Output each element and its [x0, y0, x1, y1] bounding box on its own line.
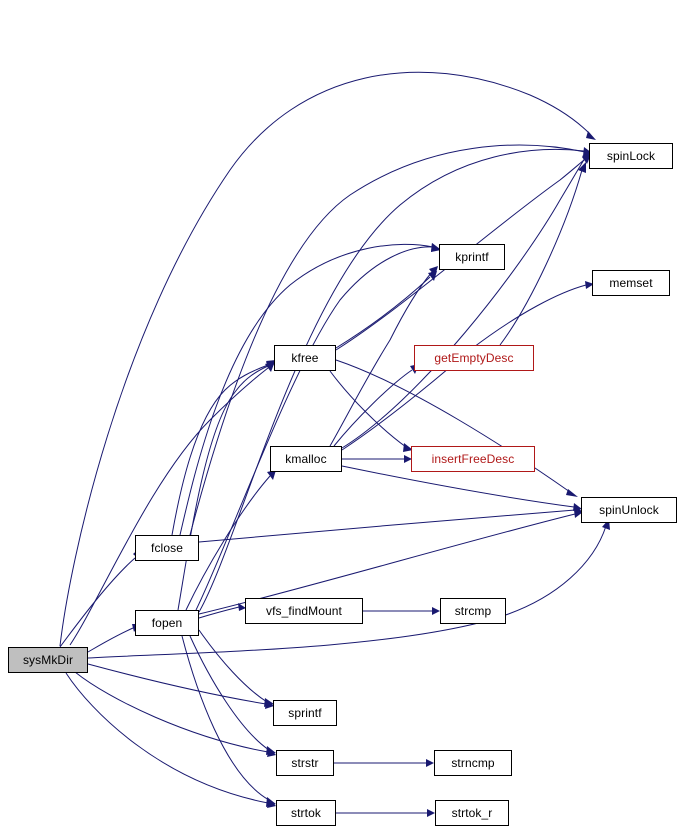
- node-label: sysMkDir: [22, 653, 74, 667]
- node-memset[interactable]: [592, 270, 670, 296]
- node-sprintf[interactable]: [273, 700, 337, 726]
- node-strcmp[interactable]: [440, 598, 506, 624]
- node-label: strcmp: [454, 604, 492, 618]
- node-strtok[interactable]: [276, 800, 336, 826]
- node-getemptydesc[interactable]: [414, 345, 534, 371]
- node-label: fclose: [151, 541, 183, 555]
- node-label: insertFreeDesc: [431, 452, 515, 466]
- node-label: getEmptyDesc: [434, 351, 514, 365]
- node-label: strstr: [291, 756, 319, 770]
- node-label: memset: [609, 276, 653, 290]
- node-label: strncmp: [451, 756, 495, 770]
- node-strstr[interactable]: [276, 750, 334, 776]
- node-label: kmalloc: [285, 452, 327, 466]
- node-label: strtok_r: [451, 806, 493, 820]
- node-fclose[interactable]: [135, 535, 199, 561]
- node-kprintf[interactable]: [439, 244, 505, 270]
- node-kmalloc[interactable]: [270, 446, 342, 472]
- node-label: sprintf: [288, 706, 322, 720]
- node-fopen[interactable]: [135, 610, 199, 636]
- node-label: strtok: [291, 806, 321, 820]
- node-vfs-findmount[interactable]: [245, 598, 363, 624]
- node-strtok-r[interactable]: [435, 800, 509, 826]
- node-label: kprintf: [455, 250, 489, 264]
- node-label: vfs_findMount: [265, 604, 342, 618]
- node-label: kfree: [291, 351, 319, 365]
- node-label: fopen: [151, 616, 183, 630]
- node-strncmp[interactable]: [434, 750, 512, 776]
- node-kfree[interactable]: [274, 345, 336, 371]
- node-label: spinLock: [606, 149, 656, 163]
- node-label: spinUnlock: [599, 503, 659, 517]
- node-sysmkdir[interactable]: [8, 647, 88, 673]
- node-spinlock[interactable]: [589, 143, 673, 169]
- node-spinunlock[interactable]: [581, 497, 677, 523]
- node-insertfreedesc[interactable]: [411, 446, 535, 472]
